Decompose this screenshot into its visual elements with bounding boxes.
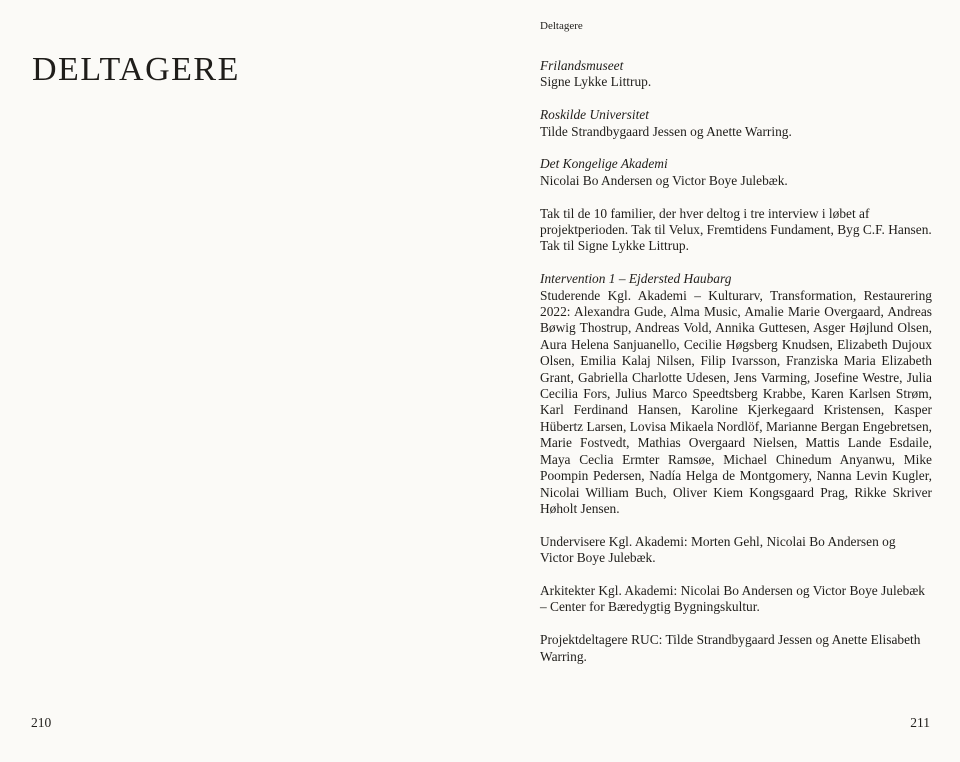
section-heading: Roskilde Universitet [540, 107, 649, 123]
section-heading: Frilandsmuseet [540, 58, 624, 73]
participants-list [540, 58, 932, 681]
section-roskilde-universitet [540, 107, 932, 140]
students-list: Studerende Kgl. Akademi – Kulturarv, Transformation, Restaurering 2022: Alexandra Gude, Alma Music, Amalie Marie Overgaard, Andreas Bøwig Thostrup, Andreas Vold, Annika Guttesen, Asger Højlund Olsen, Aura Helena Sanjuanello, Cecilie Høgsberg Knudsen, Elizabeth Dujoux Olsen, Emilia Kalaj Nilsen, Filip Ivarsson, Franziska Maria Elizabeth Grant, Gabriella Charlotte Udesen, Jens Varming, Josefine Westre, Julia Cecilia Fors, Julius Marco Speedtsberg Krabbe, Karen Karlsen Strøm, Karl Ferdinand Hansen, Karoline Kjerkegaard Kristensen, Kasper Hübertz Larsen, Lovisa Mikaela Nordlöf, Marianne Bergan Engebretsen, Marie Fostvedt, Mathias Overgaard Nielsen, Mattis Lande Esdaile, Maya Ceclia Ermter Ramsøe, Michael Chinedum Anyanwu, Mike Poompin Pedersen, Nadía Helga de Montgomery, Nanna Levin Kugler, Nicolai William Buch, Oliver Kiem Kongsgaard Prag, Rikke Skriver Høholt Jensen. [540, 287, 932, 516]
project-participants-text: Projektdeltagere RUC: Tilde Strandbygaard Jessen og Anette Elisabeth Warring. [540, 632, 921, 664]
architects-text: Arkitekter Kgl. Akademi: Nicolai Bo Andersen og Victor Boye Julebæk – Center for Bæredygtig Bygningskultur. [540, 582, 925, 615]
page-number-left: 210 [31, 715, 52, 730]
page-title: DELTAGERE [32, 51, 240, 88]
section-intervention-1 [540, 271, 932, 517]
section-kongelige-akademi [540, 156, 932, 189]
teachers-text: Undervisere Kgl. Akademi: Morten Gehl, Nicolai Bo Andersen og Victor Boye Julebæk. [540, 533, 896, 566]
project-participants [540, 632, 932, 665]
page-number-right: 211 [910, 715, 930, 730]
acknowledgements-text: Tak til de 10 familier, der hver deltog i tre interview i løbet af projektperioden. Tak til Velux, Fremtidens Fundament, Byg C.F. Hansen. Tak til Signe Lykke Littrup. [540, 205, 932, 254]
section-text: Nicolai Bo Andersen og Victor Boye Julebæk. [540, 172, 788, 188]
section-heading: Det Kongelige Akademi [540, 156, 668, 172]
section-heading: Intervention 1 – Ejdersted Haubarg [540, 271, 732, 287]
teachers [540, 534, 932, 567]
section-frilandsmuseet [540, 58, 932, 91]
running-head: Deltagere [540, 20, 583, 32]
acknowledgements [540, 206, 932, 255]
section-text: Signe Lykke Littrup. [540, 74, 652, 90]
right-page [480, 0, 960, 762]
section-text: Tilde Strandbygaard Jessen og Anette Warring. [540, 123, 792, 139]
architects [540, 583, 932, 616]
